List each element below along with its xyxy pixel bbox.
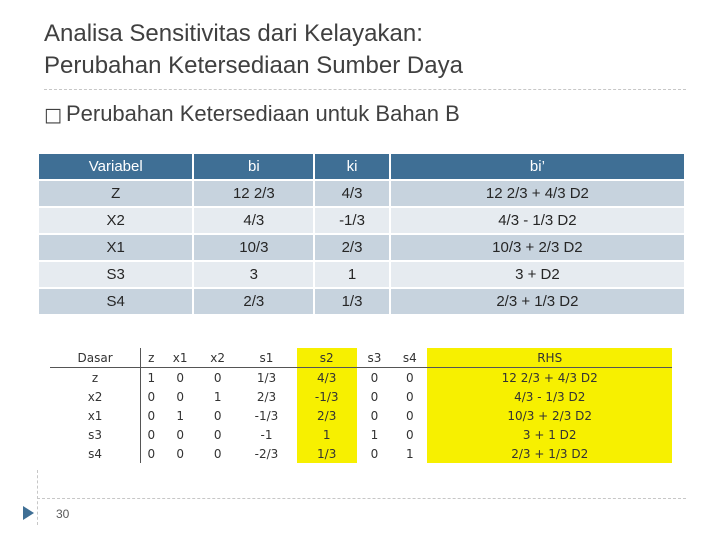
table-cell: 4/3 xyxy=(315,181,389,206)
table-cell: 10/3 + 2/3 D2 xyxy=(391,235,684,260)
table-cell: Z xyxy=(39,181,192,206)
header-cell: bi’ xyxy=(391,154,684,179)
table-cell-highlighted: 1 xyxy=(297,425,357,444)
table-cell-highlighted: 4/3 xyxy=(297,368,357,388)
table-cell: 2/3 xyxy=(256,389,277,404)
table-cell: s3 xyxy=(50,425,141,444)
header-cell: z xyxy=(141,348,162,368)
table-cell: z xyxy=(50,368,141,388)
sensitivity-table-header xyxy=(39,154,684,179)
table-cell: 0 xyxy=(405,427,414,442)
table-row xyxy=(50,368,672,388)
slide-title-line-2: Perubahan Ketersediaan Sumber Daya xyxy=(44,52,463,79)
table-cell: 1 xyxy=(213,389,222,404)
table-row xyxy=(50,425,672,444)
table-cell-highlighted: 2/3 xyxy=(297,406,357,425)
table-cell: 1 xyxy=(315,262,389,287)
header-cell-highlighted: RHS xyxy=(427,348,672,368)
table-cell: 0 xyxy=(405,389,414,404)
table-row xyxy=(50,444,672,463)
table-cell: 0 xyxy=(370,446,379,461)
table-cell: 0 xyxy=(176,446,184,461)
table-cell: 1 xyxy=(370,427,379,442)
table-cell: 0 xyxy=(147,408,156,423)
slide-title-line-1: Analisa Sensitivitas dari Kelayakan: xyxy=(44,20,423,47)
table-cell: 3 xyxy=(194,262,313,287)
table-cell: 0 xyxy=(213,370,222,385)
bullet-point xyxy=(44,100,460,129)
table-row xyxy=(50,387,672,406)
table-cell-highlighted: 2/3 + 1/3 D2 xyxy=(427,444,672,463)
header-cell: s1 xyxy=(236,348,296,368)
table-row xyxy=(39,289,684,314)
table-cell-highlighted: 4/3 - 1/3 D2 xyxy=(427,387,672,406)
header-cell: x2 xyxy=(199,348,237,368)
table-cell: 0 xyxy=(370,370,379,385)
table-cell: 1/3 xyxy=(256,370,277,385)
table-cell: 2/3 xyxy=(315,235,389,260)
header-cell: s3 xyxy=(357,348,392,368)
table-cell: 10/3 xyxy=(194,235,313,260)
bullet-text: Perubahan Ketersediaan untuk Bahan B xyxy=(65,101,460,126)
table-cell-highlighted: 10/3 + 2/3 D2 xyxy=(427,406,672,425)
table-cell: 1 xyxy=(176,408,184,423)
table-cell: s4 xyxy=(50,444,141,463)
simplex-tableau xyxy=(50,348,672,463)
table-cell: -2/3 xyxy=(254,446,279,461)
table-cell: 2/3 xyxy=(194,289,313,314)
table-cell: S4 xyxy=(39,289,192,314)
table-cell: 0 xyxy=(176,389,184,404)
table-cell-highlighted: 3 + 1 D2 xyxy=(427,425,672,444)
table-cell: 12 2/3 + 4/3 D2 xyxy=(391,181,684,206)
header-cell-highlighted: s2 xyxy=(297,348,357,368)
table-cell: X1 xyxy=(39,235,192,260)
slide-title xyxy=(44,18,463,82)
footer-divider xyxy=(37,498,686,499)
table-cell: S3 xyxy=(39,262,192,287)
sensitivity-table xyxy=(37,152,686,316)
table-cell: 1/3 xyxy=(315,289,389,314)
header-cell: ki xyxy=(315,154,389,179)
table-cell: 0 xyxy=(176,370,184,385)
table-row xyxy=(39,262,684,287)
square-bullet-icon: □ xyxy=(44,104,62,126)
table-cell: 12 2/3 xyxy=(194,181,313,206)
table-row xyxy=(39,181,684,206)
table-cell: 0 xyxy=(405,370,414,385)
table-cell: 0 xyxy=(213,446,222,461)
table-cell: x2 xyxy=(50,387,141,406)
table-cell: 0 xyxy=(213,408,222,423)
table-cell: 0 xyxy=(147,427,156,442)
table-row xyxy=(39,208,684,233)
simplex-header-row xyxy=(50,348,672,368)
table-cell: 3 + D2 xyxy=(391,262,684,287)
table-row xyxy=(39,235,684,260)
header-cell: x1 xyxy=(161,348,199,368)
table-cell-highlighted: -1/3 xyxy=(297,387,357,406)
table-cell: 0 xyxy=(147,446,156,461)
table-cell: 4/3 xyxy=(194,208,313,233)
table-cell: 0 xyxy=(176,427,184,442)
table-cell: x1 xyxy=(50,406,141,425)
header-cell: s4 xyxy=(392,348,427,368)
table-cell: X2 xyxy=(39,208,192,233)
table-cell: 4/3 - 1/3 D2 xyxy=(391,208,684,233)
table-cell: -1/3 xyxy=(254,408,279,423)
header-cell: Dasar xyxy=(50,348,141,368)
table-cell: -1/3 xyxy=(315,208,389,233)
table-cell-highlighted: 12 2/3 + 4/3 D2 xyxy=(427,368,672,388)
table-cell: 0 xyxy=(147,389,156,404)
table-cell: 0 xyxy=(370,408,379,423)
header-cell: Variabel xyxy=(39,154,192,179)
table-cell: -1 xyxy=(260,427,273,442)
table-cell: 0 xyxy=(213,427,222,442)
table-row xyxy=(50,406,672,425)
table-cell: 1 xyxy=(405,446,414,461)
table-cell: 2/3 + 1/3 D2 xyxy=(391,289,684,314)
page-number: 30 xyxy=(56,507,70,521)
table-cell: 1 xyxy=(147,370,156,385)
title-divider xyxy=(44,89,686,90)
header-cell: bi xyxy=(194,154,313,179)
table-cell-highlighted: 1/3 xyxy=(297,444,357,463)
table-cell: 0 xyxy=(405,408,414,423)
triangle-bullet-icon xyxy=(23,506,34,520)
table-cell: 0 xyxy=(370,389,379,404)
